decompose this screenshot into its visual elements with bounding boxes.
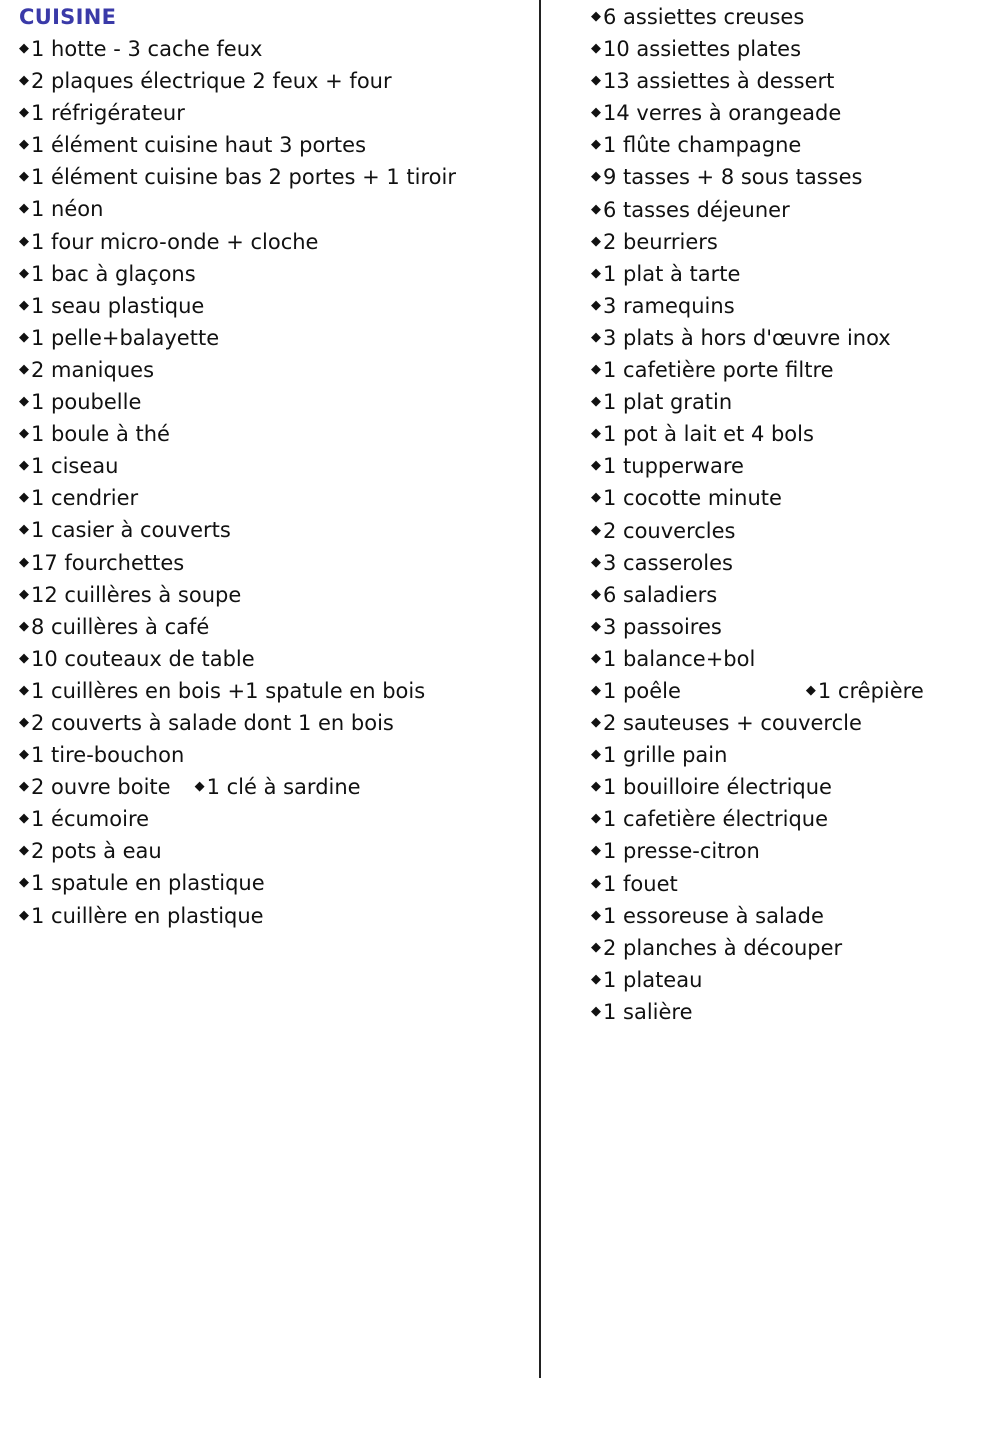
list-item (19, 100, 456, 132)
bullet-icon: ◆ (19, 875, 29, 891)
list-item-text: 6 tasses déjeuner (603, 197, 790, 222)
bullet-icon: ◆ (19, 650, 29, 666)
list-item (19, 357, 456, 389)
list-item-text: 1 cuillère en plastique (31, 903, 264, 928)
list-item (19, 903, 456, 935)
list-item (591, 614, 924, 646)
list-item-text: 1 cafetière électrique (603, 807, 829, 832)
list-item-text: 1 crêpière (817, 678, 924, 703)
bullet-icon: ◆ (591, 169, 601, 185)
list-item (591, 806, 924, 838)
list-item (19, 196, 456, 228)
bullet-icon: ◆ (19, 682, 29, 698)
list-item-text: 1 plateau (603, 967, 703, 992)
bullet-icon: ◆ (591, 73, 601, 89)
list-item (19, 132, 456, 164)
list-item-text: 1 essoreuse à salade (603, 903, 824, 928)
list-item-text: 1 écumoire (31, 807, 150, 832)
list-item (591, 421, 924, 453)
list-item (591, 68, 924, 100)
bullet-icon: ◆ (19, 779, 29, 795)
bullet-icon: ◆ (19, 458, 29, 474)
list-item (19, 550, 456, 582)
list-item-text: 1 cendrier (31, 486, 139, 511)
list-item-text: 3 passoires (603, 614, 722, 639)
bullet-icon: ◆ (591, 779, 601, 795)
bullet-icon: ◆ (19, 105, 29, 121)
bullet-icon: ◆ (591, 811, 601, 827)
bullet-icon: ◆ (591, 490, 601, 506)
list-item (19, 229, 456, 261)
bullet-icon: ◆ (591, 586, 601, 602)
list-item-text: 1 boule à thé (31, 422, 170, 447)
list-item (591, 646, 924, 678)
list-item (591, 164, 924, 196)
bullet-icon: ◆ (591, 971, 601, 987)
list-item (19, 517, 456, 549)
bullet-icon: ◆ (19, 73, 29, 89)
bullet-icon: ◆ (19, 586, 29, 602)
list-item (591, 967, 924, 999)
list-item (19, 774, 456, 806)
list-item (591, 485, 924, 517)
list-item-text: 1 tupperware (603, 454, 744, 479)
list-item (19, 389, 456, 421)
list-item-text: 1 pelle+balayette (31, 325, 220, 350)
list-item (591, 710, 924, 742)
list-item-text: 3 casseroles (603, 550, 733, 575)
bullet-icon: ◆ (591, 650, 601, 666)
bullet-icon: ◆ (19, 265, 29, 281)
list-item-text: 2 couvercles (603, 518, 736, 543)
list-item-text: 1 réfrigérateur (31, 101, 185, 126)
list-item-text: 17 fourchettes (31, 550, 185, 575)
bullet-icon: ◆ (19, 618, 29, 634)
bullet-icon: ◆ (194, 779, 205, 795)
list-item (591, 36, 924, 68)
list-item (19, 36, 456, 68)
left-column-list (19, 36, 456, 935)
list-item-text: 1 balance+bol (603, 646, 756, 671)
list-item (19, 870, 456, 902)
list-item (591, 678, 924, 710)
list-item (19, 806, 456, 838)
bullet-icon: ◆ (591, 137, 601, 153)
bullet-icon: ◆ (19, 714, 29, 730)
list-item (591, 229, 924, 261)
bullet-icon: ◆ (591, 618, 601, 634)
list-item-text: 1 four micro-onde + cloche (31, 229, 319, 254)
bullet-icon: ◆ (591, 426, 601, 442)
bullet-icon: ◆ (591, 554, 601, 570)
bullet-icon: ◆ (591, 843, 601, 859)
list-item (591, 4, 924, 36)
list-item-text: 1 cocotte minute (603, 486, 782, 511)
list-item (19, 453, 456, 485)
list-item (591, 935, 924, 967)
list-item (591, 325, 924, 357)
bullet-icon: ◆ (19, 201, 29, 217)
list-item (591, 871, 924, 903)
bullet-icon: ◆ (591, 233, 601, 249)
list-item-text: 1 grille pain (603, 743, 728, 768)
list-item-text: 1 salière (603, 999, 693, 1024)
list-item-text: 1 bouilloire électrique (603, 775, 832, 800)
list-item-text: 6 saladiers (603, 582, 718, 607)
list-item-text: 1 plat gratin (603, 390, 733, 415)
list-item (591, 903, 924, 935)
list-item-text: 1 hotte - 3 cache feux (31, 37, 263, 61)
list-item (19, 261, 456, 293)
bullet-icon: ◆ (19, 426, 29, 442)
list-item-text: 8 cuillères à café (31, 614, 210, 639)
list-item (591, 550, 924, 582)
list-item-text: 1 poubelle (31, 390, 142, 415)
list-item-text: 1 plat à tarte (603, 261, 741, 286)
bullet-icon: ◆ (19, 137, 29, 153)
bullet-icon: ◆ (805, 682, 816, 698)
bullet-icon: ◆ (591, 715, 601, 731)
list-item-text: 9 tasses + 8 sous tasses (603, 165, 863, 190)
bullet-icon: ◆ (19, 297, 29, 313)
list-item-text: 10 couteaux de table (31, 646, 255, 671)
list-item (19, 646, 456, 678)
list-item (591, 389, 924, 421)
list-item-text: 1 élément cuisine haut 3 portes (31, 133, 367, 158)
list-item (19, 325, 456, 357)
section-title: CUISINE (19, 5, 117, 29)
bullet-icon: ◆ (591, 9, 601, 24)
list-item (591, 100, 924, 132)
list-item (591, 999, 924, 1031)
list-item-text: 1 spatule en plastique (31, 871, 265, 896)
list-item-text: 2 beurriers (603, 229, 718, 254)
list-item (19, 421, 456, 453)
bullet-icon: ◆ (591, 329, 601, 345)
list-item (19, 614, 456, 646)
list-item-text: 14 verres à orangeade (603, 101, 842, 126)
list-item (591, 197, 924, 229)
list-item (591, 742, 924, 774)
list-item-text: 1 bac à glaçons (31, 261, 196, 286)
list-item (591, 357, 924, 389)
list-item-text: 3 plats à hors d'œuvre inox (603, 325, 891, 350)
list-item-text: 1 néon (31, 197, 104, 222)
bullet-icon: ◆ (591, 105, 601, 121)
list-item (19, 293, 456, 325)
list-item (19, 678, 456, 710)
list-item-text: 2 couverts à salade dont 1 en bois (31, 710, 394, 735)
list-item-text: 1 élément cuisine bas 2 portes + 1 tiroir (31, 165, 456, 190)
list-item (591, 261, 924, 293)
list-item (19, 485, 456, 517)
list-item (591, 838, 924, 870)
list-item (19, 582, 456, 614)
list-item (19, 742, 456, 774)
bullet-icon: ◆ (591, 458, 601, 474)
list-item-text: 12 cuillères à soupe (31, 582, 242, 607)
list-item-text: 1 pot à lait et 4 bols (603, 422, 814, 447)
list-item (19, 68, 456, 100)
bullet-icon: ◆ (19, 522, 29, 538)
list-item-text: 13 assiettes à dessert (603, 69, 835, 94)
bullet-icon: ◆ (591, 907, 601, 923)
list-item (19, 710, 456, 742)
list-item-text: 2 plaques électrique 2 feux + four (31, 69, 392, 94)
list-item-text: 1 fouet (603, 871, 678, 896)
bullet-icon: ◆ (591, 875, 601, 891)
bullet-icon: ◆ (591, 522, 601, 538)
list-item (591, 293, 924, 325)
bullet-icon: ◆ (19, 907, 29, 923)
list-item (591, 582, 924, 614)
bullet-icon: ◆ (591, 682, 601, 698)
bullet-icon: ◆ (19, 394, 29, 410)
list-item (19, 838, 456, 870)
right-column-list (591, 4, 924, 1031)
list-item (591, 774, 924, 806)
bullet-icon: ◆ (591, 1003, 601, 1019)
bullet-icon: ◆ (19, 233, 29, 249)
bullet-icon: ◆ (591, 747, 601, 763)
list-item-text: 1 casier à couverts (31, 518, 231, 543)
list-item-text: 2 pots à eau (31, 839, 162, 864)
bullet-icon: ◆ (591, 362, 601, 378)
list-item-text: 2 ouvre boite (31, 775, 171, 800)
bullet-icon: ◆ (591, 297, 601, 313)
bullet-icon: ◆ (19, 490, 29, 506)
bullet-icon: ◆ (19, 329, 29, 345)
list-item-text: 10 assiettes plates (603, 37, 802, 62)
list-item-text: 1 tire-bouchon (31, 743, 185, 768)
bullet-icon: ◆ (19, 169, 29, 185)
list-item-text: 2 planches à découper (603, 935, 843, 960)
bullet-icon: ◆ (19, 554, 29, 570)
list-item-text: 1 poêle (603, 678, 681, 703)
list-item-text: 1 ciseau (31, 454, 119, 479)
list-item-text: 1 seau plastique (31, 293, 205, 318)
list-item (19, 164, 456, 196)
list-item-text: 2 maniques (31, 357, 155, 382)
list-item-text: 3 ramequins (603, 293, 735, 318)
column-divider (539, 0, 541, 1378)
list-item-text: 6 assiettes creuses (603, 5, 805, 29)
list-item-text: 1 cafetière porte filtre (603, 358, 834, 383)
list-item (591, 453, 924, 485)
bullet-icon: ◆ (19, 361, 29, 377)
list-item-text: 1 clé à sardine (206, 775, 361, 800)
list-item-text: 1 flûte champagne (603, 133, 802, 158)
bullet-icon: ◆ (591, 201, 601, 217)
bullet-icon: ◆ (19, 41, 29, 56)
bullet-icon: ◆ (591, 394, 601, 410)
list-item (591, 518, 924, 550)
list-item-text: 1 cuillères en bois +1 spatule en bois (31, 678, 426, 703)
list-item-text: 2 sauteuses + couvercle (603, 711, 862, 736)
bullet-icon: ◆ (19, 747, 29, 763)
bullet-icon: ◆ (19, 811, 29, 827)
bullet-icon: ◆ (591, 265, 601, 281)
bullet-icon: ◆ (19, 843, 29, 859)
list-item (591, 132, 924, 164)
bullet-icon: ◆ (591, 41, 601, 57)
bullet-icon: ◆ (591, 939, 601, 955)
list-item-text: 1 presse-citron (603, 839, 760, 864)
